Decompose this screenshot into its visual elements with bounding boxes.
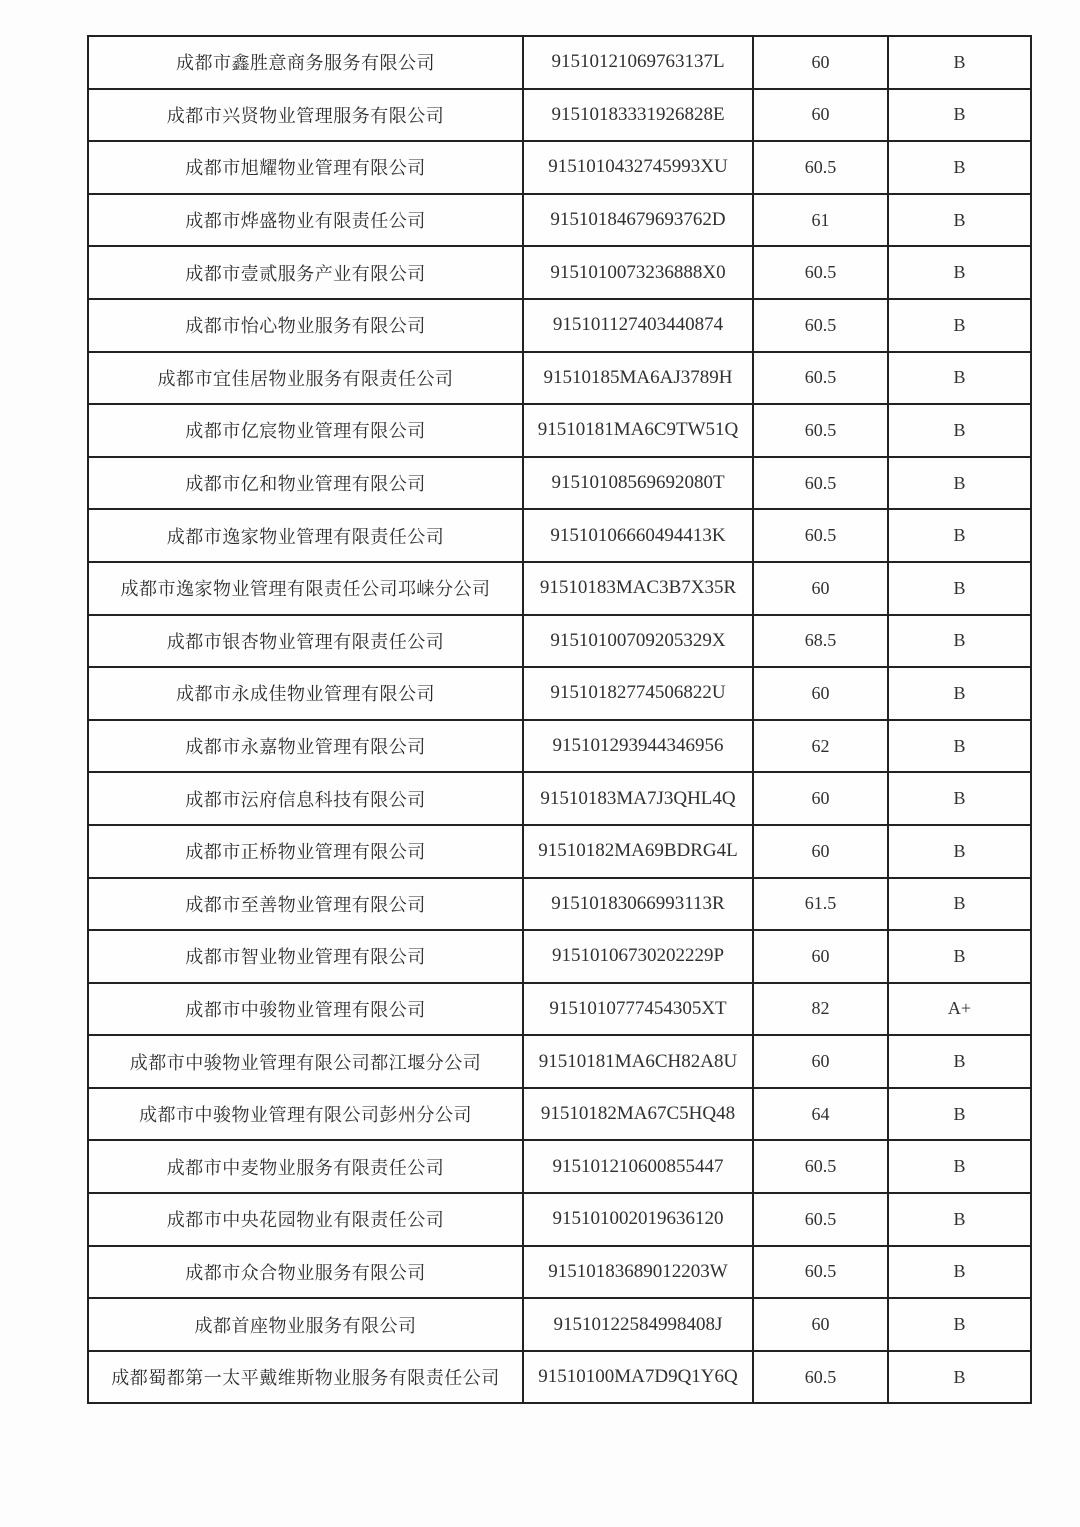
company-name-cell: 成都市永嘉物业管理有限公司 [88, 720, 523, 773]
company-name-cell: 成都市正桥物业管理有限公司 [88, 825, 523, 878]
company-name-cell: 成都市智业物业管理有限公司 [88, 930, 523, 983]
table-row [88, 1035, 1031, 1088]
score-cell: 60.5 [753, 404, 888, 457]
score-cell: 60.5 [753, 1246, 888, 1299]
grade-cell: A+ [888, 983, 1031, 1036]
table-row [88, 457, 1031, 510]
grade-cell: B [888, 299, 1031, 352]
grade-cell: B [888, 1298, 1031, 1351]
credit-code-cell: 915101293944346956 [523, 720, 753, 773]
score-cell: 60 [753, 1298, 888, 1351]
table-row [88, 404, 1031, 457]
grade-cell: B [888, 457, 1031, 510]
table-row [88, 1193, 1031, 1246]
company-name-cell: 成都市亿和物业管理有限公司 [88, 457, 523, 510]
score-cell: 61 [753, 194, 888, 247]
company-name-cell: 成都市银杏物业管理有限责任公司 [88, 615, 523, 668]
score-cell: 60.5 [753, 141, 888, 194]
company-name-cell: 成都市永成佳物业管理有限公司 [88, 667, 523, 720]
grade-cell: B [888, 194, 1031, 247]
table-row [88, 194, 1031, 247]
credit-code-cell: 91510183MA7J3QHL4Q [523, 772, 753, 825]
credit-code-cell: 91510183MAC3B7X35R [523, 562, 753, 615]
table-row [88, 878, 1031, 931]
company-name-cell: 成都市逸家物业管理有限责任公司 [88, 509, 523, 562]
score-cell: 60.5 [753, 457, 888, 510]
score-cell: 60 [753, 89, 888, 142]
score-cell: 61.5 [753, 878, 888, 931]
table-row [88, 1351, 1031, 1404]
company-name-cell: 成都市逸家物业管理有限责任公司邛崃分公司 [88, 562, 523, 615]
grade-cell: B [888, 878, 1031, 931]
score-cell: 60.5 [753, 1193, 888, 1246]
company-name-cell: 成都市壹贰服务产业有限公司 [88, 246, 523, 299]
credit-code-cell: 91510182MA69BDRG4L [523, 825, 753, 878]
company-name-cell: 成都市旭耀物业管理有限公司 [88, 141, 523, 194]
table-row [88, 1088, 1031, 1141]
credit-code-cell: 9151010073236888X0 [523, 246, 753, 299]
company-name-cell: 成都市中央花园物业有限责任公司 [88, 1193, 523, 1246]
credit-code-cell: 915101210600855447 [523, 1140, 753, 1193]
credit-code-cell: 91510182MA67C5HQ48 [523, 1088, 753, 1141]
company-name-cell: 成都市宜佳居物业服务有限责任公司 [88, 352, 523, 405]
company-name-cell: 成都市鑫胜意商务服务有限公司 [88, 36, 523, 89]
credit-code-cell: 91510100MA7D9Q1Y6Q [523, 1351, 753, 1404]
score-cell: 60 [753, 825, 888, 878]
table-row [88, 983, 1031, 1036]
table-row [88, 772, 1031, 825]
score-cell: 62 [753, 720, 888, 773]
company-name-cell: 成都首座物业服务有限公司 [88, 1298, 523, 1351]
grade-cell: B [888, 1088, 1031, 1141]
score-cell: 68.5 [753, 615, 888, 668]
score-cell: 60.5 [753, 1351, 888, 1404]
credit-code-cell: 915101127403440874 [523, 299, 753, 352]
grade-cell: B [888, 825, 1031, 878]
credit-code-cell: 91510183331926828E [523, 89, 753, 142]
credit-code-cell: 91510184679693762D [523, 194, 753, 247]
table-row [88, 825, 1031, 878]
company-name-cell: 成都市亿宸物业管理有限公司 [88, 404, 523, 457]
table-row [88, 36, 1031, 89]
grade-cell: B [888, 720, 1031, 773]
grade-cell: B [888, 930, 1031, 983]
score-cell: 64 [753, 1088, 888, 1141]
score-cell: 60 [753, 772, 888, 825]
credit-code-cell: 91510182774506822U [523, 667, 753, 720]
table-row [88, 89, 1031, 142]
credit-code-cell: 91510183689012203W [523, 1246, 753, 1299]
credit-code-cell: 9151010777454305XT [523, 983, 753, 1036]
score-cell: 60 [753, 36, 888, 89]
credit-code-cell: 9151010432745993XU [523, 141, 753, 194]
company-name-cell: 成都蜀都第一太平戴维斯物业服务有限责任公司 [88, 1351, 523, 1404]
score-cell: 60.5 [753, 299, 888, 352]
grade-cell: B [888, 141, 1031, 194]
score-cell: 82 [753, 983, 888, 1036]
score-cell: 60.5 [753, 246, 888, 299]
credit-code-cell: 91510100709205329X [523, 615, 753, 668]
credit-code-cell: 91510181MA6CH82A8U [523, 1035, 753, 1088]
company-rating-table [87, 35, 1032, 1404]
grade-cell: B [888, 246, 1031, 299]
company-name-cell: 成都市兴贤物业管理服务有限公司 [88, 89, 523, 142]
company-name-cell: 成都市至善物业管理有限公司 [88, 878, 523, 931]
company-name-cell: 成都市众合物业服务有限公司 [88, 1246, 523, 1299]
credit-code-cell: 915101002019636120 [523, 1193, 753, 1246]
grade-cell: B [888, 1351, 1031, 1404]
table-row [88, 615, 1031, 668]
grade-cell: B [888, 615, 1031, 668]
company-name-cell: 成都市中麦物业服务有限责任公司 [88, 1140, 523, 1193]
table-row [88, 1246, 1031, 1299]
credit-code-cell: 91510183066993113R [523, 878, 753, 931]
table-row [88, 141, 1031, 194]
company-name-cell: 成都市怡心物业服务有限公司 [88, 299, 523, 352]
table-row [88, 299, 1031, 352]
grade-cell: B [888, 352, 1031, 405]
grade-cell: B [888, 89, 1031, 142]
score-cell: 60.5 [753, 509, 888, 562]
table-row [88, 352, 1031, 405]
grade-cell: B [888, 562, 1031, 615]
grade-cell: B [888, 667, 1031, 720]
table-row [88, 720, 1031, 773]
table-row [88, 667, 1031, 720]
table-row [88, 930, 1031, 983]
grade-cell: B [888, 772, 1031, 825]
table-body [88, 36, 1031, 1403]
credit-code-cell: 91510181MA6C9TW51Q [523, 404, 753, 457]
table-row [88, 509, 1031, 562]
credit-code-cell: 91510185MA6AJ3789H [523, 352, 753, 405]
company-name-cell: 成都市中骏物业管理有限公司 [88, 983, 523, 1036]
table-row [88, 1298, 1031, 1351]
credit-code-cell: 91510121069763137L [523, 36, 753, 89]
grade-cell: B [888, 1193, 1031, 1246]
credit-code-cell: 91510122584998408J [523, 1298, 753, 1351]
company-name-cell: 成都市沄府信息科技有限公司 [88, 772, 523, 825]
score-cell: 60 [753, 667, 888, 720]
grade-cell: B [888, 36, 1031, 89]
credit-code-cell: 91510108569692080T [523, 457, 753, 510]
grade-cell: B [888, 1035, 1031, 1088]
table-row [88, 246, 1031, 299]
credit-code-cell: 91510106660494413K [523, 509, 753, 562]
grade-cell: B [888, 1140, 1031, 1193]
company-name-cell: 成都市中骏物业管理有限公司彭州分公司 [88, 1088, 523, 1141]
score-cell: 60.5 [753, 352, 888, 405]
score-cell: 60.5 [753, 1140, 888, 1193]
company-name-cell: 成都市烨盛物业有限责任公司 [88, 194, 523, 247]
grade-cell: B [888, 404, 1031, 457]
company-name-cell: 成都市中骏物业管理有限公司都江堰分公司 [88, 1035, 523, 1088]
credit-code-cell: 91510106730202229P [523, 930, 753, 983]
score-cell: 60 [753, 1035, 888, 1088]
grade-cell: B [888, 1246, 1031, 1299]
table-row [88, 1140, 1031, 1193]
table-row [88, 562, 1031, 615]
grade-cell: B [888, 509, 1031, 562]
score-cell: 60 [753, 930, 888, 983]
score-cell: 60 [753, 562, 888, 615]
